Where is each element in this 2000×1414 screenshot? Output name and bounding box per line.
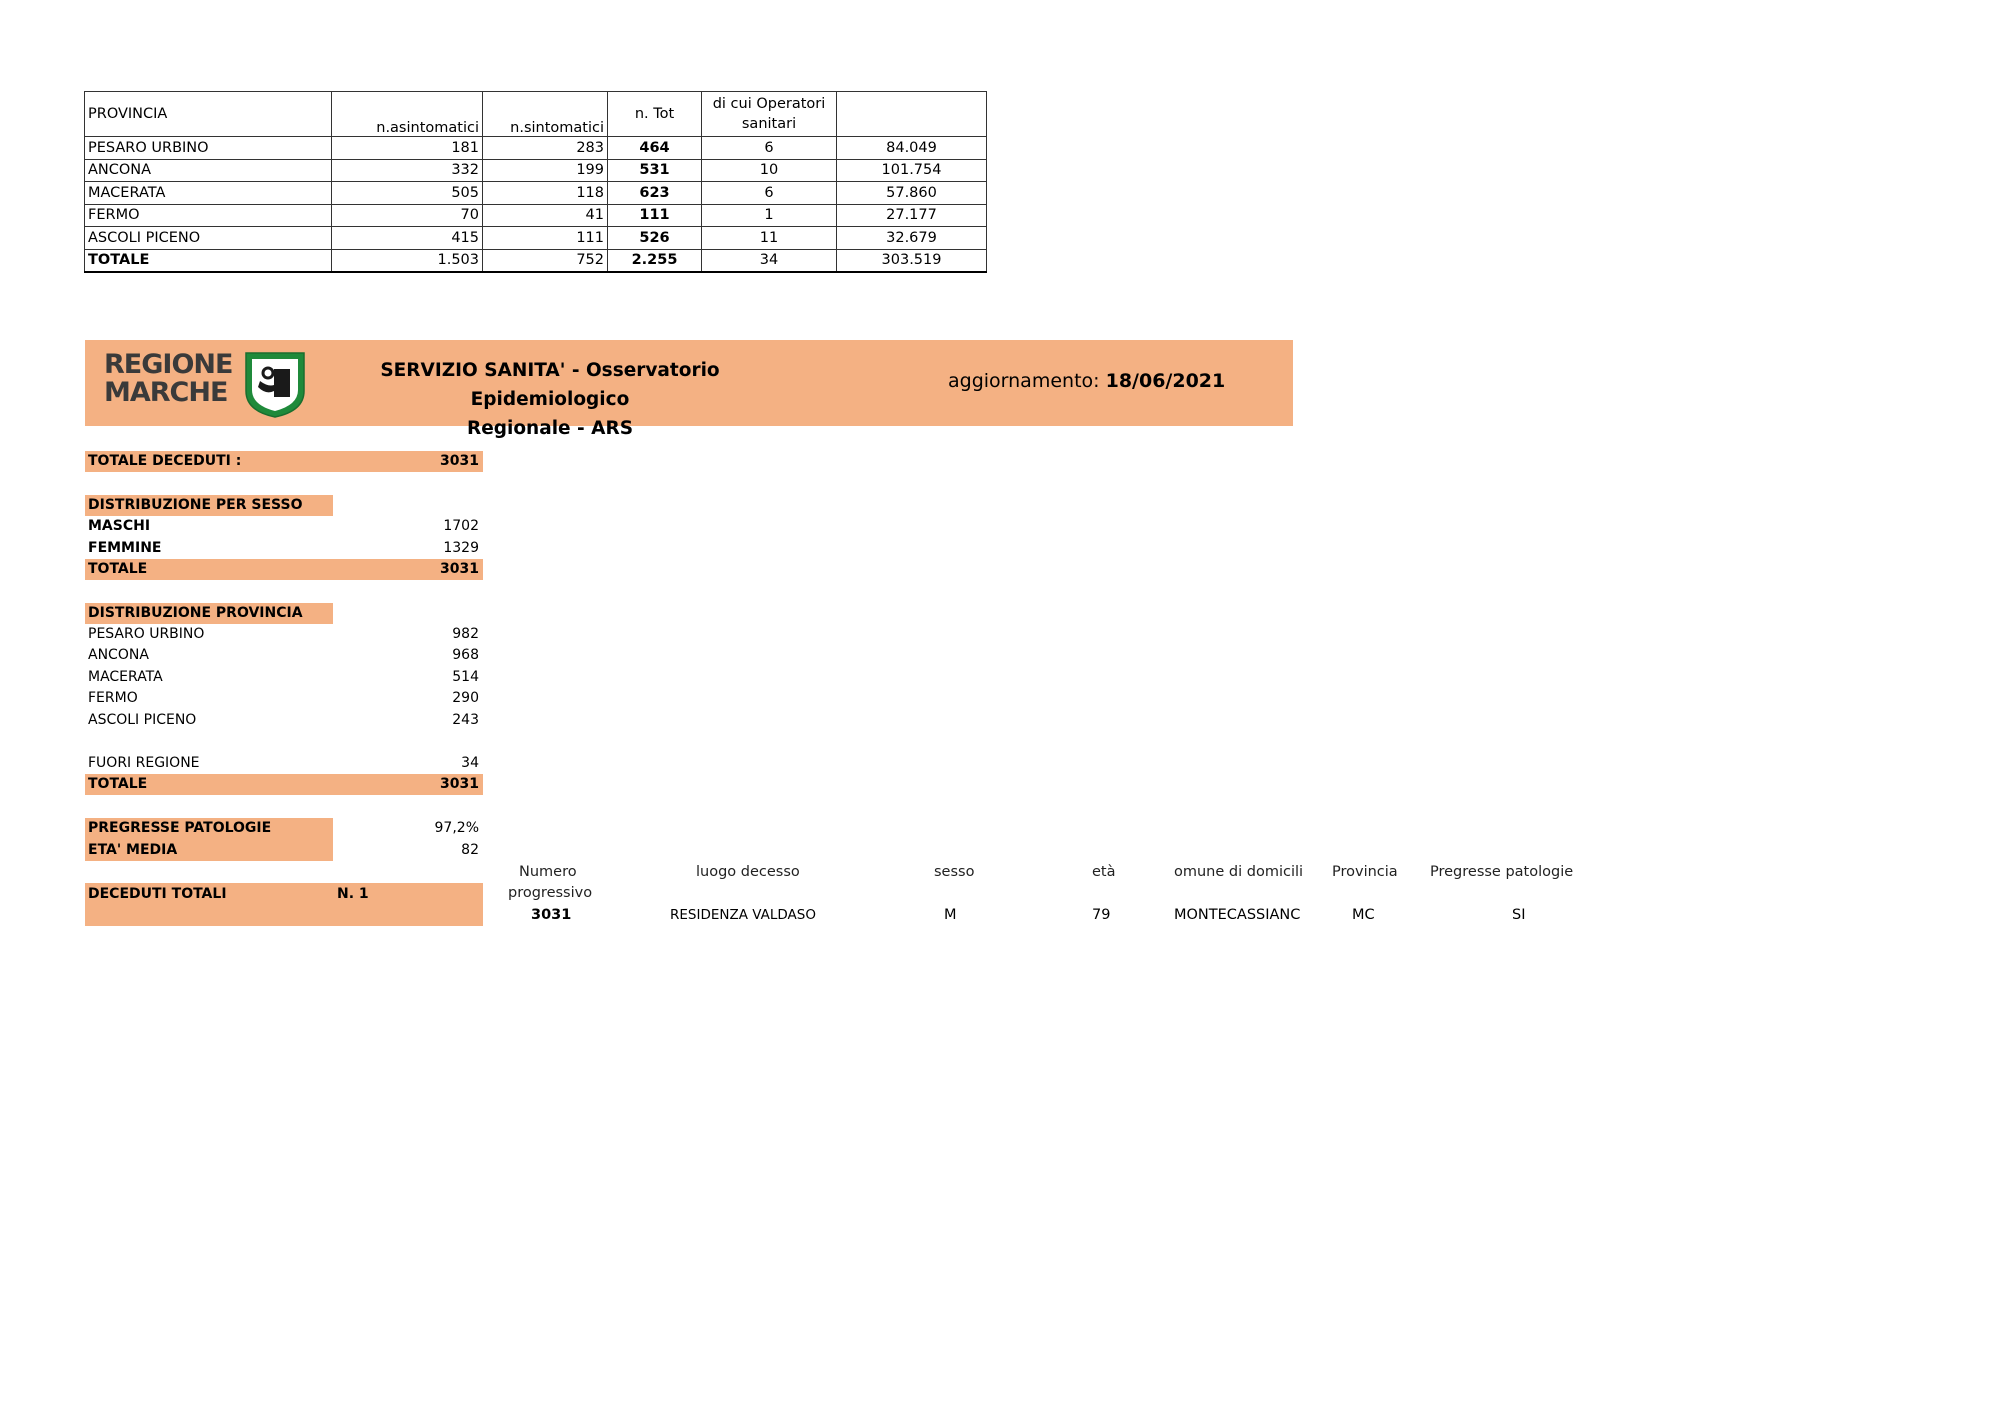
value-comune: MONTECASSIANC — [1174, 907, 1301, 923]
provincia-name: FERMO — [88, 690, 138, 706]
totale-provincia-label: TOTALE — [88, 776, 148, 792]
header-asintomatici: n.asintomatici — [332, 92, 483, 137]
cell-operatori: 6 — [702, 137, 837, 160]
header-totale: n. Tot — [608, 92, 702, 137]
totale-deceduti-value: 3031 — [440, 453, 479, 469]
cell-totale: 111 — [608, 204, 702, 227]
eta-media-value: 82 — [461, 842, 479, 858]
shield-icon — [244, 351, 306, 419]
value-provincia: MC — [1352, 907, 1375, 923]
value-eta: 79 — [1092, 907, 1111, 923]
list-item — [85, 645, 483, 666]
cell-provincia: FERMO — [85, 204, 332, 227]
cell-sintomatici: 118 — [483, 182, 608, 205]
cell-provincia: ANCONA — [85, 159, 332, 182]
provincia-value: 982 — [452, 626, 479, 642]
title-service: SERVIZIO SANITA' — [380, 360, 566, 381]
header-provincia: PROVINCIA — [85, 92, 332, 137]
totale-provincia-row — [85, 774, 483, 795]
cell-asintomatici: 415 — [332, 227, 483, 250]
sesso-title: DISTRIBUZIONE PER SESSO — [88, 497, 303, 513]
cell-asintomatici: 70 — [332, 204, 483, 227]
totale-sesso-label: TOTALE — [88, 561, 148, 577]
cell-operatori: 11 — [702, 227, 837, 250]
table-total-row — [85, 249, 987, 272]
cell-sintomatici: 283 — [483, 137, 608, 160]
list-item — [85, 688, 483, 709]
femmine-row — [85, 538, 483, 559]
deceduti-totali-n: N. 1 — [337, 886, 369, 902]
cell-provincia: ASCOLI PICENO — [85, 227, 332, 250]
pregresse-patologie-row — [85, 818, 483, 839]
eta-media-label: ETA' MEDIA — [88, 842, 178, 858]
cell-extra: 303.519 — [837, 249, 987, 272]
cell-totale: 464 — [608, 137, 702, 160]
table-row — [85, 159, 987, 182]
cell-operatori: 34 — [702, 249, 837, 272]
logo-line-2: MARCHE — [104, 377, 228, 408]
maschi-value: 1702 — [443, 518, 479, 534]
provincia-name: ANCONA — [88, 647, 149, 663]
header-pregresse-patologie: Pregresse patologie — [1430, 864, 1574, 880]
cell-sintomatici: 41 — [483, 204, 608, 227]
totale-sesso-row — [85, 559, 483, 580]
cell-totale: 623 — [608, 182, 702, 205]
provincia-name: ASCOLI PICENO — [88, 712, 197, 728]
header-provincia-detail: Provincia — [1332, 864, 1398, 880]
deceduti-totali-row — [85, 884, 483, 905]
fuori-regione-row — [85, 753, 483, 774]
band-title — [320, 356, 780, 443]
provincia-value: 243 — [452, 712, 479, 728]
femmine-label: FEMMINE — [88, 540, 162, 556]
header-eta: età — [1092, 864, 1116, 880]
header-comune: omune di domicili — [1174, 864, 1304, 880]
provincia-title: DISTRIBUZIONE PROVINCIA — [88, 605, 303, 621]
totale-provincia-value: 3031 — [440, 776, 479, 792]
value-numero: 3031 — [531, 907, 572, 923]
logo-text — [104, 351, 232, 407]
cell-asintomatici: 332 — [332, 159, 483, 182]
list-item — [85, 710, 483, 731]
provincia-name: MACERATA — [88, 669, 163, 685]
cell-asintomatici: 505 — [332, 182, 483, 205]
maschi-row — [85, 516, 483, 537]
deceduti-totali-label: DECEDUTI TOTALI — [88, 886, 227, 902]
table-header-row — [85, 92, 987, 137]
cell-extra: 57.860 — [837, 182, 987, 205]
value-sesso: M — [944, 907, 957, 923]
header-empty — [837, 92, 987, 137]
totale-deceduti-label: TOTALE DECEDUTI : — [88, 453, 242, 469]
cell-operatori: 6 — [702, 182, 837, 205]
header-numero: Numero — [519, 864, 577, 880]
pregresse-patologie-value: 97,2% — [434, 820, 479, 836]
totale-deceduti-row — [85, 451, 483, 472]
cell-sintomatici: 752 — [483, 249, 608, 272]
regione-marche-logo — [104, 351, 307, 419]
list-item — [85, 624, 483, 645]
header-operatori-sanitari: di cui Operatori sanitari — [702, 92, 837, 137]
update-date — [948, 370, 1225, 392]
date-label: aggiornamento: — [948, 370, 1106, 392]
table-row — [85, 137, 987, 160]
date-value: 18/06/2021 — [1105, 370, 1226, 392]
cell-totale: 2.255 — [608, 249, 702, 272]
provincia-section-title — [85, 603, 333, 624]
cell-extra: 101.754 — [837, 159, 987, 182]
provincia-value: 290 — [452, 690, 479, 706]
header-luogo-decesso: luogo decesso — [696, 864, 800, 880]
eta-media-row — [85, 840, 483, 861]
cell-extra: 32.679 — [837, 227, 987, 250]
provincia-value: 968 — [452, 647, 479, 663]
sesso-section-title — [85, 495, 333, 516]
femmine-value: 1329 — [443, 540, 479, 556]
maschi-label: MASCHI — [88, 518, 151, 534]
provincia-value: 514 — [452, 669, 479, 685]
header-sintomatici: n.sintomatici — [483, 92, 608, 137]
table-row — [85, 227, 987, 250]
logo-line-1: REGIONE — [104, 349, 233, 380]
province-positivi-table — [84, 91, 987, 273]
pregresse-patologie-label: PREGRESSE PATOLOGIE — [88, 820, 272, 836]
cell-extra: 27.177 — [837, 204, 987, 227]
header-progressivo: progressivo — [508, 885, 593, 901]
table-row — [85, 182, 987, 205]
cell-totale: 531 — [608, 159, 702, 182]
cell-extra: 84.049 — [837, 137, 987, 160]
title-line-2: Regionale - ARS — [466, 418, 634, 439]
cell-operatori: 1 — [702, 204, 837, 227]
cell-sintomatici: 111 — [483, 227, 608, 250]
list-item — [85, 667, 483, 688]
table-row — [85, 204, 987, 227]
value-luogo-decesso: RESIDENZA VALDASO — [670, 907, 816, 923]
provincia-name: PESARO URBINO — [88, 626, 205, 642]
cell-provincia: TOTALE — [85, 249, 332, 272]
fuori-regione-label: FUORI REGIONE — [88, 755, 200, 771]
cell-operatori: 10 — [702, 159, 837, 182]
cell-provincia: PESARO URBINO — [85, 137, 332, 160]
fuori-regione-value: 34 — [461, 755, 479, 771]
totale-sesso-value: 3031 — [440, 561, 479, 577]
cell-asintomatici: 1.503 — [332, 249, 483, 272]
value-pregresse-patologie: SI — [1512, 907, 1526, 923]
cell-provincia: MACERATA — [85, 182, 332, 205]
title-osservatorio: - Osservatorio Epidemiologico — [470, 360, 720, 410]
cell-totale: 526 — [608, 227, 702, 250]
header-sesso: sesso — [934, 864, 975, 880]
cell-sintomatici: 199 — [483, 159, 608, 182]
cell-asintomatici: 181 — [332, 137, 483, 160]
